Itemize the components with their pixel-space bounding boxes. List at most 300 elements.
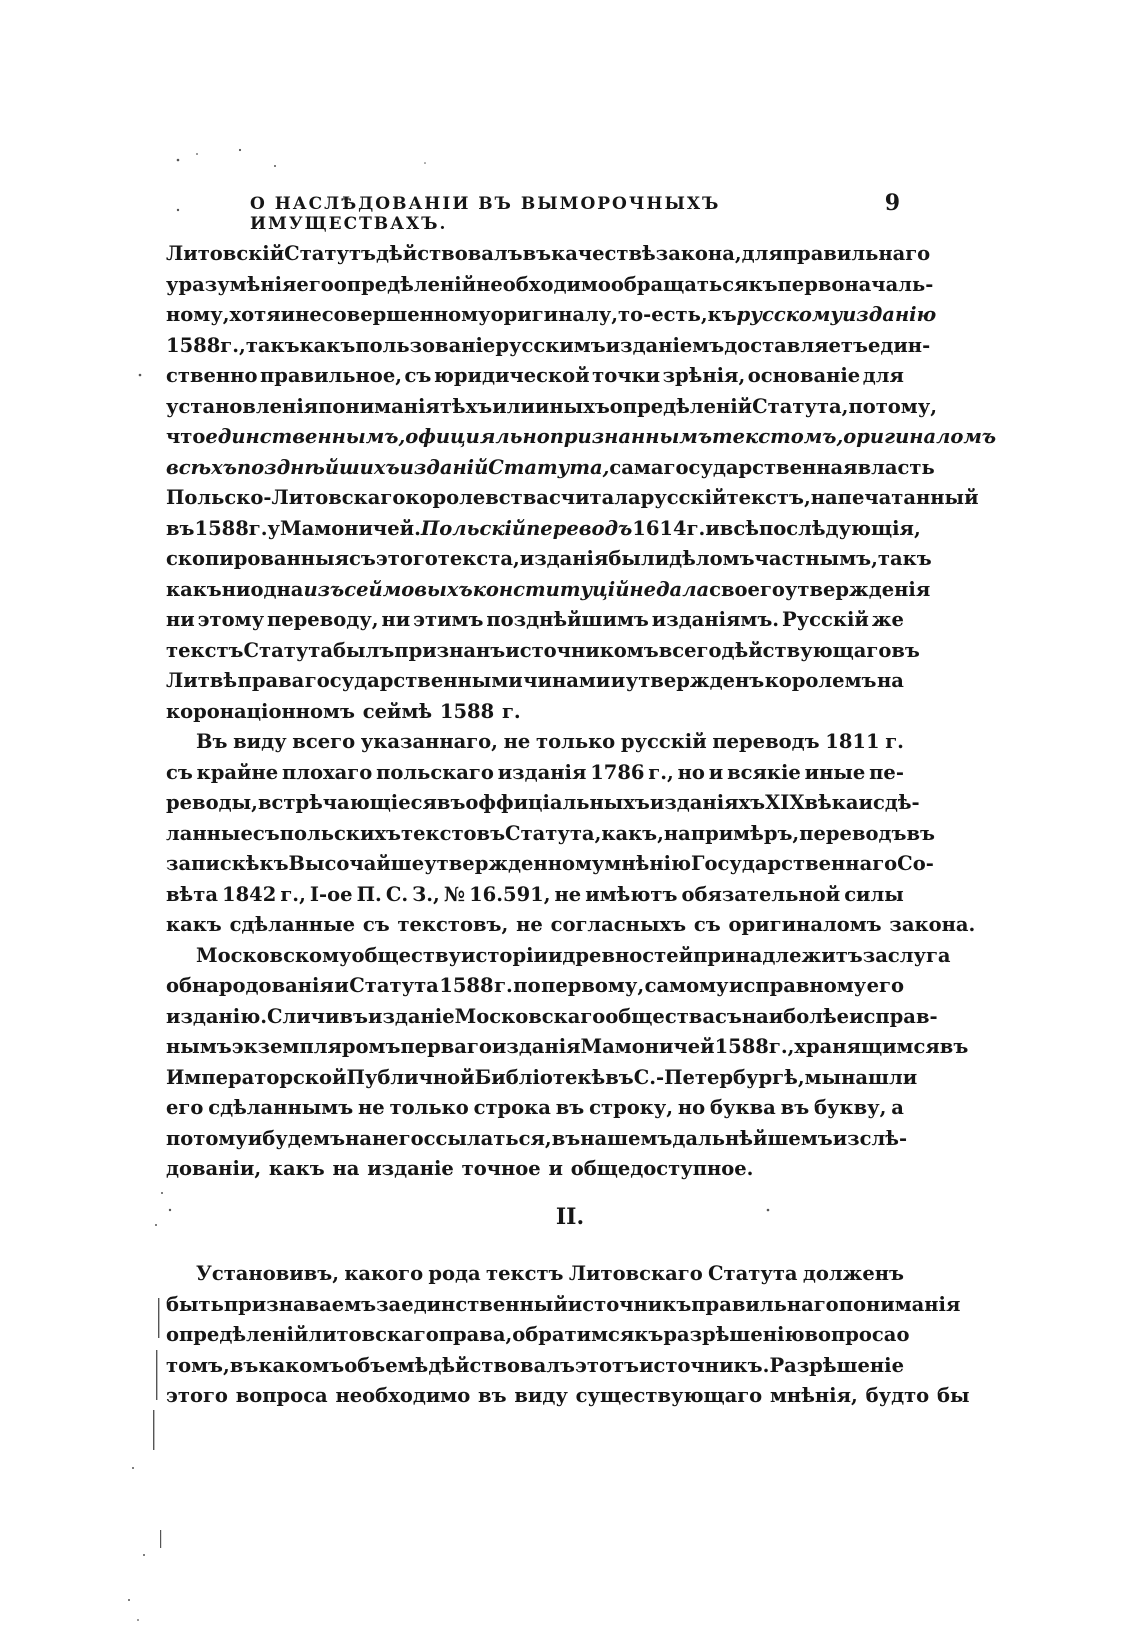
word: вѣта <box>166 882 218 906</box>
word: на <box>345 1126 372 1150</box>
word: и <box>548 1157 563 1180</box>
word: сдѣланные <box>229 913 356 936</box>
word: въ <box>436 791 466 814</box>
word: исправ- <box>849 1004 938 1028</box>
word: сеймовыхъ <box>344 577 473 601</box>
word: источникъ. <box>639 1353 770 1377</box>
word: права, <box>438 1323 513 1346</box>
word: единственный <box>401 1292 568 1316</box>
word: въ <box>605 1065 634 1089</box>
word: будто <box>865 1384 930 1407</box>
word: всѣхъ <box>166 455 237 479</box>
word: права <box>237 669 305 692</box>
text-line <box>166 943 951 975</box>
word: первоначаль- <box>777 272 934 296</box>
word: необходимо <box>335 1384 471 1407</box>
word: русскимъ <box>495 333 606 357</box>
word: исторіи <box>461 943 548 967</box>
word: П. <box>356 882 382 906</box>
text-line <box>166 761 904 792</box>
text-line <box>166 1035 969 1066</box>
section-heading: II. <box>555 1204 585 1230</box>
word: иныхъ <box>534 394 610 418</box>
word: г., <box>220 333 246 357</box>
word: 1588 <box>439 974 494 997</box>
word: Статута <box>349 974 439 997</box>
word: обнародованія <box>166 974 334 997</box>
word: несовершенному <box>295 303 491 326</box>
word: Статутъ <box>284 242 377 265</box>
word: на <box>876 669 904 692</box>
word: съ <box>693 913 721 936</box>
word: единственнымъ, <box>205 425 406 448</box>
word: обязательной <box>681 882 841 906</box>
word: качествѣ <box>551 242 656 265</box>
word: за <box>376 1292 402 1316</box>
word: былъ <box>333 638 395 662</box>
word: ни <box>166 608 195 631</box>
word: сдѣ- <box>872 791 920 814</box>
word: правильнаго <box>782 242 931 265</box>
word: г. <box>885 730 904 753</box>
word: утвержденному <box>424 852 605 875</box>
word: Статута, <box>505 821 602 845</box>
main-text <box>166 242 997 1188</box>
word: нымъ <box>166 1035 232 1058</box>
word: государственными <box>304 669 523 692</box>
word: дала <box>656 577 710 601</box>
running-title: О НАСЛѢДОВАНІИ ВЪ ВЫМОРОЧНЫХЪ ИМУЩЕСТВАХЪ. <box>250 194 721 234</box>
word: наиболѣе <box>741 1004 850 1028</box>
word: ланные <box>166 821 253 845</box>
word: такъ <box>245 333 300 357</box>
word: Литвѣ <box>166 669 238 692</box>
word: перваго <box>400 1035 492 1058</box>
word: переводъ <box>526 516 633 540</box>
word: частнымъ, <box>754 547 878 570</box>
word: опредѣленій <box>333 272 477 296</box>
text-line <box>166 791 920 822</box>
word: обществу <box>351 943 462 967</box>
word: признаваемъ <box>223 1292 377 1316</box>
word: въ <box>555 1096 585 1119</box>
word: о <box>896 1323 910 1346</box>
word: изслѣ- <box>832 1126 908 1150</box>
word: не <box>516 913 543 936</box>
word: изданію. <box>166 1004 268 1028</box>
text-line <box>166 852 934 883</box>
word: Государственнаго <box>691 852 898 875</box>
word: ственно <box>166 364 258 387</box>
text-line <box>166 608 904 639</box>
word: напримѣръ, <box>663 821 800 845</box>
word: зрѣнія, <box>662 364 746 387</box>
word: г., <box>648 760 674 784</box>
word: вѣка <box>804 791 859 814</box>
word: Сличивъ <box>267 1004 368 1028</box>
word: и <box>610 669 626 692</box>
word: закона, <box>655 242 742 265</box>
word: въ <box>780 1096 810 1119</box>
text-line <box>166 974 904 1005</box>
word: оригиналу, <box>490 303 619 326</box>
word: текстомъ, <box>712 425 844 448</box>
word: этому <box>197 608 265 631</box>
word: позднѣйшихъ <box>236 455 400 479</box>
word: власть <box>857 455 935 479</box>
word: или <box>492 394 535 418</box>
word: 16.591, <box>469 882 551 906</box>
word: коронаціонномъ <box>166 699 355 723</box>
text-line <box>166 821 935 853</box>
word: оригиналомъ <box>728 913 882 936</box>
word: ни <box>381 608 411 631</box>
text-line <box>166 577 931 609</box>
word: Императорской <box>166 1065 347 1089</box>
word: не <box>358 1096 385 1119</box>
word: объемѣ <box>344 1353 429 1377</box>
word: признанъ <box>394 638 506 662</box>
word: одна <box>250 577 304 601</box>
word: дѣйствовалъ <box>428 1353 575 1377</box>
word: будемъ <box>262 1126 346 1150</box>
word: хранящимся <box>794 1035 940 1058</box>
word: нашемъ <box>580 1126 673 1150</box>
word: № <box>443 882 466 906</box>
word: только <box>389 1096 469 1119</box>
word: един- <box>867 333 931 357</box>
word: изданія <box>519 547 609 570</box>
word: пользованіе <box>355 333 496 357</box>
word: Въ <box>196 730 228 753</box>
text-line <box>166 669 904 700</box>
word: уразумѣнія <box>166 272 297 296</box>
word: ссылаться, <box>423 1126 552 1150</box>
word: съ <box>252 821 280 845</box>
word: рода <box>428 1262 481 1285</box>
word: и <box>280 303 296 326</box>
word: запискѣ <box>166 852 260 875</box>
word: г., <box>768 1035 795 1058</box>
word: для <box>741 242 783 265</box>
word: дальнѣйшемъ <box>672 1126 833 1150</box>
word: букву, <box>814 1096 887 1119</box>
word: закона. <box>889 913 976 936</box>
text-line <box>166 1292 961 1324</box>
word: Публичной <box>346 1065 475 1089</box>
word: чинами <box>523 669 611 692</box>
word: экземпляромъ <box>231 1035 401 1058</box>
word: не <box>503 730 531 753</box>
word: скопированныя <box>166 547 350 570</box>
word: въ <box>229 1353 259 1377</box>
word: королемъ <box>764 669 877 692</box>
word: въ <box>166 516 195 540</box>
text-line <box>166 883 904 914</box>
word: доставляетъ <box>724 333 868 357</box>
word: Установивъ, <box>196 1262 340 1285</box>
word: изданіямъ. <box>651 608 780 631</box>
word: силы <box>844 882 904 906</box>
word: и <box>858 791 873 814</box>
word: Московскому <box>196 943 352 967</box>
word: изданіе <box>368 1004 455 1028</box>
word: къ <box>707 303 737 326</box>
word: у <box>267 516 281 540</box>
word: какъ, <box>601 821 664 845</box>
word: текста, <box>437 547 520 570</box>
word: съ <box>404 364 432 387</box>
word: 1588 <box>194 516 249 540</box>
text-line <box>166 1323 910 1354</box>
word: официяльно <box>405 425 550 448</box>
word: литовскаго <box>308 1323 439 1346</box>
word: только <box>536 730 616 753</box>
word: не <box>554 882 582 906</box>
word: какого <box>344 1262 424 1285</box>
text-line <box>166 547 932 578</box>
text-line <box>166 242 931 273</box>
text-line <box>166 486 979 517</box>
word: оффиціальныхъ <box>465 791 650 814</box>
text-line <box>166 1004 938 1036</box>
word: всего <box>292 730 356 753</box>
word: и <box>708 760 724 784</box>
word: къ <box>634 1323 664 1346</box>
word: тѣхъ <box>439 394 493 418</box>
word: Московскаго <box>454 1004 606 1028</box>
word: первому, <box>541 974 645 997</box>
word: 1842 <box>222 882 277 906</box>
word: въ <box>906 821 935 845</box>
word: были <box>608 547 670 570</box>
word: пе- <box>869 760 904 784</box>
word: съ <box>349 547 376 570</box>
word: а <box>891 1096 904 1119</box>
word: 1588 <box>439 699 495 723</box>
word: не <box>629 577 656 601</box>
word: нашли <box>841 1065 918 1089</box>
word: г. <box>494 974 513 997</box>
word: же <box>871 608 904 631</box>
word: переводъ <box>712 730 820 753</box>
word: съ <box>714 1004 742 1028</box>
word: З., <box>412 882 440 906</box>
word: мы <box>804 1065 842 1089</box>
word: необходимо <box>476 272 611 296</box>
word: Статута <box>243 638 334 662</box>
text-line <box>166 1065 918 1097</box>
word: признаннымъ <box>549 425 713 448</box>
word: напечатанный <box>810 486 979 509</box>
word: Библіотекѣ <box>474 1065 606 1089</box>
word: конституцій <box>472 577 630 601</box>
word: переводъ <box>799 821 907 845</box>
word: строку, <box>589 1096 674 1119</box>
word: Со- <box>897 852 934 875</box>
word: источникъ <box>567 1292 692 1316</box>
word: изданія <box>497 760 587 784</box>
word: то-есть, <box>618 303 708 326</box>
word: всякіе <box>727 760 801 784</box>
text-line <box>166 303 937 334</box>
word: сдѣланнымъ <box>208 1096 354 1119</box>
word: вопроса <box>804 1323 897 1346</box>
word: 1588 <box>714 1035 769 1058</box>
word: съ <box>362 913 390 936</box>
word: Польскій <box>420 516 527 540</box>
word: потому, <box>848 394 938 418</box>
word: оригиналомъ <box>843 425 997 448</box>
word: Статута <box>708 1262 798 1285</box>
word: мнѣнія, <box>769 1384 858 1407</box>
word: польскаго <box>376 760 494 784</box>
word: пониманія <box>838 1292 961 1316</box>
word: ному, <box>166 303 230 326</box>
word: русскій <box>620 730 707 753</box>
word: какомъ <box>258 1353 345 1377</box>
word: Литовскаго <box>568 1262 703 1285</box>
word: г., <box>280 882 306 906</box>
word: королевства <box>405 486 549 509</box>
word: что <box>166 425 206 448</box>
word: такъ <box>877 547 932 570</box>
word: утвержденія <box>784 577 931 601</box>
word: позднѣйшимъ <box>486 608 649 631</box>
word: текстовъ <box>401 821 506 845</box>
word: вопроса <box>235 1384 328 1407</box>
word: Разрѣшеніе <box>769 1353 904 1377</box>
word: ни <box>221 577 251 601</box>
word: древностей <box>562 943 694 967</box>
text-line <box>166 1262 904 1293</box>
text-line <box>166 272 934 304</box>
word: виду <box>514 1384 568 1407</box>
word: самому <box>644 974 729 997</box>
word: Статута, <box>752 394 849 418</box>
word: текстъ, <box>726 486 811 509</box>
text-line <box>166 394 938 426</box>
word: въ <box>939 1035 969 1058</box>
word: реводы, <box>166 791 258 814</box>
word: иные <box>804 760 866 784</box>
word: виду <box>233 730 287 753</box>
word: хотя <box>229 303 281 326</box>
word: его <box>166 1096 204 1119</box>
word: разрѣшенію <box>663 1323 805 1346</box>
word: принадлежитъ <box>693 943 863 967</box>
word: г. <box>501 699 521 723</box>
word: государственная <box>663 455 858 479</box>
word: правильнаго <box>691 1292 839 1316</box>
word: и <box>334 974 349 997</box>
word: точки <box>592 364 661 387</box>
word: быть <box>166 1292 224 1316</box>
word: этимъ <box>413 608 484 631</box>
word: томъ, <box>166 1353 230 1377</box>
word: какъ <box>166 913 222 936</box>
word: г. <box>248 516 268 540</box>
word: изъ <box>303 577 345 601</box>
word: опредѣленій <box>609 394 753 418</box>
word: переводу, <box>266 608 379 631</box>
word: 1811 <box>825 730 880 753</box>
word: въ <box>478 1384 507 1407</box>
word: дѣйствующаго <box>721 638 892 662</box>
word: по <box>513 974 541 997</box>
word: его <box>296 272 334 296</box>
text-line <box>166 1157 904 1188</box>
word: изданіемъ <box>605 333 725 357</box>
word: послѣдующія, <box>758 516 921 540</box>
text-line <box>166 516 921 548</box>
word: этотъ <box>575 1353 640 1377</box>
word: него <box>371 1126 424 1150</box>
word: всего <box>658 638 722 662</box>
word: строка <box>473 1096 551 1119</box>
word: считала <box>548 486 641 509</box>
word: русскому <box>736 303 843 326</box>
word: заслуга <box>862 943 951 967</box>
word: Высочайше <box>288 852 425 875</box>
word: общества <box>605 1004 715 1028</box>
word: его <box>866 974 904 997</box>
word: пониманія <box>318 394 440 418</box>
text-line <box>166 913 976 944</box>
word: какъ <box>268 1157 325 1180</box>
word: 1588 <box>166 333 221 357</box>
text-line <box>166 333 931 365</box>
word: указаннаго, <box>360 730 498 753</box>
word: дѣломъ <box>669 547 755 570</box>
word: дованіи, <box>166 1157 262 1180</box>
word: текстъ <box>486 1262 564 1285</box>
word: сама <box>609 455 664 479</box>
word: и <box>705 516 720 540</box>
word: сеймѣ <box>362 699 433 723</box>
text-line <box>166 1126 908 1158</box>
section-text <box>166 1262 970 1415</box>
word: текстовъ, <box>397 913 509 936</box>
word: встрѣчающіеся <box>257 791 437 814</box>
word: русскій <box>640 486 727 509</box>
text-line <box>166 1096 904 1127</box>
text-line <box>166 730 904 761</box>
word: Польско-Литовскаго <box>166 486 406 509</box>
word: къ <box>748 272 778 296</box>
word: Статута, <box>488 455 610 479</box>
word: крайне <box>196 760 279 784</box>
word: къ <box>259 852 289 875</box>
word: изданіе <box>367 1157 454 1180</box>
word: и <box>547 943 563 967</box>
word: Мамоничей <box>580 1035 715 1058</box>
word: этого <box>375 547 438 570</box>
word: Литовскій <box>166 242 285 265</box>
page-header <box>170 190 900 234</box>
word: этого <box>166 1384 228 1407</box>
word: имѣютъ <box>585 882 678 906</box>
word: Мамоничей. <box>280 516 421 540</box>
text-line <box>166 1354 904 1385</box>
text-line <box>166 455 935 487</box>
word: опредѣленій <box>166 1323 309 1346</box>
word: согласныхъ <box>550 913 687 936</box>
word: утвержденъ <box>625 669 765 692</box>
word: г. <box>686 516 706 540</box>
word: мнѣнію <box>604 852 692 875</box>
text-line <box>166 700 904 731</box>
